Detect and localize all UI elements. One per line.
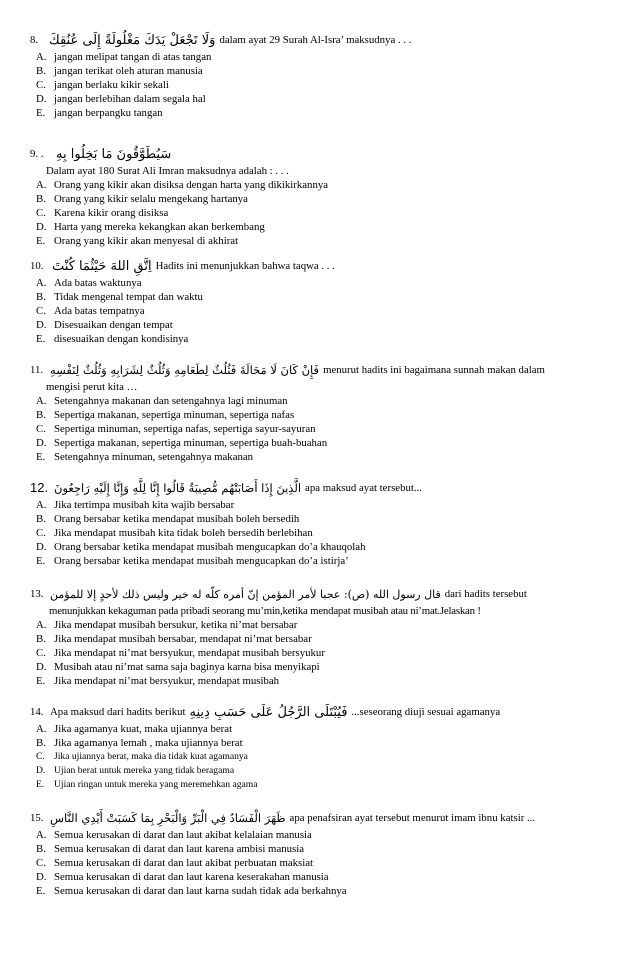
option-letter: C.	[36, 647, 46, 659]
option-text: Sepertiga makanan, sepertiga minuman, sepertiga nafas	[54, 409, 295, 421]
question-text: dari hadits tersebut	[444, 588, 527, 600]
option-c[interactable]	[30, 750, 615, 764]
option-letter: D.	[36, 661, 47, 673]
option-text: Semua kerusakan di darat dan laut akibat perbuatan maksiat	[54, 857, 314, 869]
option-letter: D.	[36, 541, 47, 553]
option-text: Harta yang mereka kekangkan akan berkembang	[54, 221, 265, 233]
option-letter: B.	[36, 843, 46, 855]
question-text: apa maksud ayat tersebut...	[305, 482, 422, 494]
option-letter: E.	[36, 779, 45, 790]
question-number: 12.	[30, 480, 49, 495]
question-number: 13.	[30, 588, 44, 600]
option-b[interactable]	[30, 192, 615, 206]
option-text: Orang bersabar ketika mendapat musibah mengucapkan do’a khauqolah	[54, 541, 366, 553]
option-d[interactable]	[30, 220, 615, 234]
answer-options	[30, 178, 615, 248]
option-b[interactable]	[30, 408, 615, 422]
option-e[interactable]	[30, 106, 615, 120]
option-text: Semua kerusakan di darat dan laut karna sudah tidak ada berkahnya	[54, 885, 347, 897]
option-letter: D.	[36, 319, 47, 331]
option-e[interactable]	[30, 674, 615, 688]
option-text: jangan melipat tangan di atas tangan	[54, 51, 212, 63]
option-d[interactable]	[30, 436, 615, 450]
option-text: Disesuaikan dengan tempat	[54, 319, 173, 331]
option-text: jangan berlebihan dalam segala hal	[54, 93, 206, 105]
option-letter: E.	[36, 451, 46, 463]
option-letter: A.	[36, 277, 47, 289]
option-text: Jika agamanya kuat, maka ujiannya berat	[54, 723, 233, 735]
option-c[interactable]	[30, 422, 615, 436]
option-e[interactable]	[30, 234, 615, 248]
question-14	[30, 702, 615, 792]
option-text: Setengahnya makanan dan setengahnya lagi minuman	[54, 395, 288, 407]
option-letter: E.	[36, 107, 46, 119]
option-letter: A.	[36, 619, 47, 631]
option-text: Jika mendapat ni’mat bersyukur, mendapat musibah bersyukur	[54, 647, 325, 659]
option-letter: D.	[36, 221, 47, 233]
answer-options	[30, 828, 615, 898]
option-text: Jika mendapat musibah bersabar, mendapat ni’mat bersabar	[54, 633, 312, 645]
option-letter: A.	[36, 723, 47, 735]
option-text: Semua kerusakan di darat dan laut karena ambisi manusia	[54, 843, 305, 855]
question-number: 14.	[30, 706, 44, 718]
option-b[interactable]	[30, 632, 615, 646]
option-text: Orang bersabar ketika mendapat musibah mengucapkan do’a istirja’	[54, 555, 349, 567]
option-d[interactable]	[30, 92, 615, 106]
option-text: Ujian ringan untuk mereka yang meremehkan agama	[54, 779, 258, 790]
option-e[interactable]	[30, 778, 615, 792]
option-text: Semua kerusakan di darat dan laut akibat kelalaian manusia	[54, 829, 312, 841]
option-a[interactable]	[30, 828, 615, 842]
option-letter: C.	[36, 305, 46, 317]
option-letter: C.	[36, 857, 46, 869]
option-d[interactable]	[30, 540, 615, 554]
option-a[interactable]	[30, 50, 615, 64]
arabic-verse: سَيُطَوَّقُونَ مَا بَخِلُوا بِهِ	[56, 146, 172, 162]
option-letter: A.	[36, 51, 47, 63]
option-letter: A.	[36, 179, 47, 191]
option-b[interactable]	[30, 64, 615, 78]
question-text: apa penafsiran ayat tersebut menurut imam ibnu katsir ...	[289, 812, 536, 824]
question-15	[30, 808, 615, 898]
option-text: Jika mendapat ni’mat bersyukur, mendapat musibah	[54, 675, 280, 687]
option-letter: E.	[36, 235, 46, 247]
question-13	[30, 584, 615, 688]
option-text: Karena kikir orang disiksa	[54, 207, 169, 219]
question-10	[30, 256, 615, 346]
question-9	[30, 144, 615, 248]
option-d[interactable]	[30, 870, 615, 884]
option-text: Jika tertimpa musibah kita wajib bersabar	[54, 499, 235, 511]
answer-options	[30, 50, 615, 120]
option-text: Semua kerusakan di darat dan laut karena keserakahan manusia	[54, 871, 329, 883]
option-text: Setengahnya minuman, setengahnya makanan	[54, 451, 254, 463]
option-a[interactable]	[30, 722, 615, 736]
option-letter: B.	[36, 633, 46, 645]
option-letter: D.	[36, 871, 47, 883]
question-number: 15.	[30, 812, 44, 824]
arabic-hadith: فَيُبْتَلَى الرَّجُلُ عَلَى حَسَبِ دِينِهِ	[189, 704, 348, 720]
question-text: dalam ayat 29 Surah Al-Isra’ maksudnya . . .	[219, 34, 412, 46]
option-c[interactable]	[30, 78, 615, 92]
option-letter: A.	[36, 829, 47, 841]
option-text: Orang yang kikir selalu mengekang hartanya	[54, 193, 248, 205]
option-a[interactable]	[30, 276, 615, 290]
option-text: Sepertiga makanan, sepertiga minuman, sepertiga buah-buahan	[54, 437, 328, 449]
option-text: Jika ujiannya berat, maka dia tidak kuat agamanya	[54, 751, 248, 762]
option-e[interactable]	[30, 554, 615, 568]
option-text: Tidak mengenal tempat dan waktu	[54, 291, 203, 303]
question-text: Dalam ayat 180 Surat Ali Imran maksudnya adalah : . . .	[46, 165, 289, 177]
option-e[interactable]	[30, 332, 615, 346]
option-letter: C.	[36, 79, 46, 91]
option-letter: B.	[36, 737, 46, 749]
arabic-verse: وَلَا تَجْعَلْ يَدَكَ مَغْلُولَةً إِلَى عُنُقِكَ	[49, 32, 216, 48]
answer-options	[30, 394, 615, 464]
option-text: Orang yang kikir akan menyesal di akhirat	[54, 235, 239, 247]
option-a[interactable]	[30, 618, 615, 632]
option-c[interactable]	[30, 304, 615, 318]
option-letter: C.	[36, 527, 46, 539]
option-letter: A.	[36, 499, 47, 511]
question-11	[30, 360, 615, 464]
question-continuation: menunjukkan kekaguman pada pribadi seorang mu’min,ketika mendapat musibah atau ni’mat.Jelaskan !	[49, 605, 481, 617]
option-letter: D.	[36, 437, 47, 449]
arabic-verse: الَّذِينَ إِذَا أَصَابَتْهُم مُّصِيبَةٌ قَالُوا إِنَّا لِلَّهِ وَإِنَّا إِلَيْهِ رَاجِعُونَ	[54, 481, 302, 495]
answer-options	[30, 498, 615, 568]
option-c[interactable]	[30, 526, 615, 540]
question-number: 10.	[30, 260, 44, 272]
question-number: 9. .	[30, 148, 44, 160]
answer-options	[30, 722, 615, 792]
option-text: disesuaikan dengan kondisinya	[54, 333, 189, 345]
option-letter: C.	[36, 423, 46, 435]
option-e[interactable]	[30, 884, 615, 898]
option-d[interactable]	[30, 318, 615, 332]
option-letter: E.	[36, 675, 46, 687]
option-text: jangan berpangku tangan	[54, 107, 163, 119]
question-number: 8.	[30, 34, 39, 46]
option-b[interactable]	[30, 290, 615, 304]
question-text: menurut hadits ini bagaimana sunnah makan dalam	[323, 364, 545, 376]
arabic-hadith: فَإِنْ كَانَ لَا مَحَالَةَ فَثُلُثٌ لِطَعَامِهِ وَثُلُثٌ لِشَرَابِهِ وَثُلُثٌ لِنَفْسِهِ	[50, 363, 320, 377]
option-text: Sepertiga minuman, sepertiga nafas, sepertiga sayur-sayuran	[54, 423, 316, 435]
option-text: Jika mendapat musibah bersukur, ketika ni’mat bersabar	[54, 619, 298, 631]
option-c[interactable]	[30, 646, 615, 660]
option-letter: B.	[36, 291, 46, 303]
option-b[interactable]	[30, 512, 615, 526]
question-text: ...seseorang diuji sesuai agamanya	[351, 706, 501, 718]
question-continuation: mengisi perut kita …	[46, 381, 138, 393]
option-letter: E.	[36, 555, 46, 567]
arabic-hadith: قال رسول الله (ص): عجبا لأمر المؤمن إنّ أمره كلّه له خير وليس ذلك لأحدٍ إلا للمؤمن	[50, 587, 441, 601]
option-b[interactable]	[30, 842, 615, 856]
option-letter: E.	[36, 333, 46, 345]
question-12	[30, 478, 615, 568]
option-c[interactable]	[30, 206, 615, 220]
option-letter: B.	[36, 409, 46, 421]
option-text: Ada batas waktunya	[54, 277, 142, 289]
option-letter: C.	[36, 207, 46, 219]
question-8	[30, 30, 615, 120]
option-text: Orang yang kikir akan disiksa dengan harta yang dikikirkannya	[54, 179, 329, 191]
arabic-hadith: اِتَّقِ اللهَ حَيْثُمَا كُنْتَ	[52, 258, 152, 274]
option-letter: C.	[36, 751, 45, 762]
option-b[interactable]	[30, 736, 615, 750]
option-letter: B.	[36, 193, 46, 205]
question-text-before: Apa maksud dari hadits berikut	[50, 706, 186, 718]
option-text: Ada batas tempatnya	[54, 305, 145, 317]
arabic-verse: ظَهَرَ الْفَسَادُ فِي الْبَرِّ وَالْبَحْرِ بِمَا كَسَبَتْ أَيْدِي النَّاسِ	[50, 811, 286, 825]
option-letter: E.	[36, 885, 46, 897]
option-text: jangan berlaku kikir sekali	[54, 79, 169, 91]
question-text: Hadits ini menunjukkan bahwa taqwa . . .	[155, 260, 335, 272]
option-text: Orang bersabar ketika mendapat musibah boleh bersedih	[54, 513, 300, 525]
option-d[interactable]	[30, 764, 615, 778]
option-letter: A.	[36, 395, 47, 407]
option-d[interactable]	[30, 660, 615, 674]
option-a[interactable]	[30, 178, 615, 192]
option-text: Ujian berat untuk mereka yang tidak beragama	[54, 765, 235, 776]
option-letter: B.	[36, 513, 46, 525]
option-letter: B.	[36, 65, 46, 77]
question-number: 11.	[30, 364, 44, 376]
answer-options	[30, 618, 615, 688]
option-letter: D.	[36, 765, 46, 776]
answer-options	[30, 276, 615, 346]
option-c[interactable]	[30, 856, 615, 870]
option-text: Musibah atau ni’mat sama saja baginya karna bisa menyikapi	[54, 661, 320, 673]
option-text: Jika mendapat musibah kita tidak boleh bersedih berlebihan	[54, 527, 313, 539]
option-e[interactable]	[30, 450, 615, 464]
option-a[interactable]	[30, 394, 615, 408]
option-a[interactable]	[30, 498, 615, 512]
option-text: Jika agamanya lemah , maka ujiannya berat	[54, 737, 243, 749]
option-text: jangan terikat oleh aturan manusia	[54, 65, 203, 77]
option-letter: D.	[36, 93, 47, 105]
